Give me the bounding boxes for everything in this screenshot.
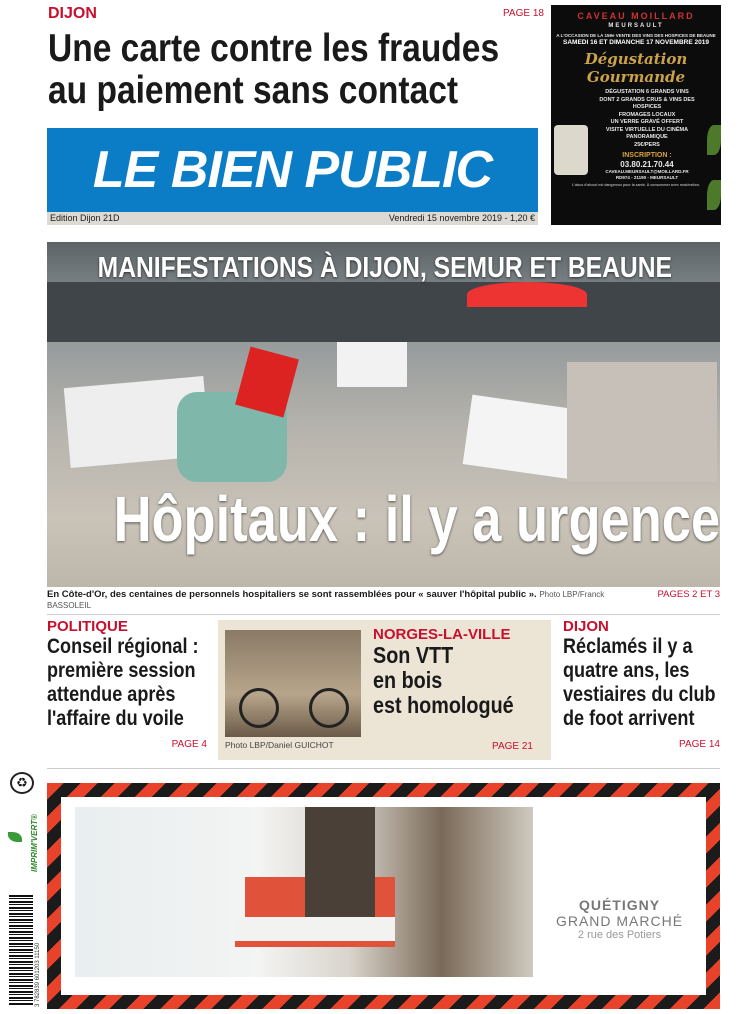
story-page[interactable]: PAGE 14 (679, 739, 720, 750)
ad-occasion: A L'OCCASION DE LA 159e VENTE DES VINS DES HOSPICES DE BEAUNE (556, 33, 716, 38)
headline-line: Une carte contre les fraudes (48, 27, 500, 70)
story-title-line: attendue après (47, 683, 176, 706)
story-kicker: NORGES-LA-VILLE (373, 626, 511, 643)
ad-store: GRAND MARCHÉ (555, 913, 684, 929)
wine-tasting-ad[interactable] (551, 5, 721, 225)
story-vtt[interactable] (218, 620, 551, 760)
hero-pages[interactable]: PAGES 2 ET 3 (657, 589, 720, 600)
hero-title: Hôpitaux : il y a urgence (113, 483, 720, 555)
edition-label: Edition Dijon 21D (50, 213, 120, 223)
ad-line: DÉGUSTATION 6 GRANDS VINS (605, 89, 689, 95)
story-kicker: POLITIQUE (47, 618, 128, 635)
story-title-line: vestiaires du club (563, 683, 716, 706)
story-politique[interactable] (47, 618, 207, 750)
ad-line: VISITE VIRTUELLE DU CINÉMA PANORAMIQUE (605, 126, 689, 140)
story-title-line: l'affaire du voile (47, 707, 184, 730)
ad-inscription: INSCRIPTION : (622, 152, 672, 159)
ad-phone: 03.80.21.70.44 (620, 159, 674, 169)
edition-bar (47, 212, 538, 225)
ad-address: 2 rue des Potiers (577, 929, 662, 941)
leaf-icon (8, 832, 22, 842)
ad-email: CAVEAU.MEURSAULT@MOILLARD.FR (605, 168, 689, 174)
top-headline[interactable] (48, 28, 573, 112)
masthead-logo (47, 128, 538, 212)
ad-line: FROMAGES LOCAUX (618, 111, 676, 118)
story-kicker: DIJON (563, 618, 609, 635)
barcode (9, 895, 33, 1005)
top-kicker: DIJON (48, 5, 97, 22)
date-price: Vendredi 15 novembre 2019 - 1,20 € (388, 213, 535, 223)
hero-caption (47, 589, 720, 611)
hero-overline: MANIFESTATIONS À DIJON, SEMUR ET BEAUNE (97, 252, 672, 284)
masthead-title: LE BIEN PUBLIC (92, 141, 493, 199)
ad-line: UN VERRE GRAVÉ OFFERT (610, 119, 684, 125)
imprim-vert-label: IMPRIM'VERT® (30, 814, 39, 872)
ad-line: DONT 2 GRANDS CRUS & VINS DES HOSPICES (599, 96, 695, 110)
ad-brand: CAVEAU MOILLARD (577, 11, 695, 21)
caption-text: En Côte-d'Or, des centaines de personnels hospitaliers se sont rassemblées pour « sauver l'hôpital public ». (47, 589, 537, 600)
bedroom-image (75, 807, 533, 977)
furniture-ad[interactable] (47, 783, 720, 1009)
photo-credit: Photo LBP/Daniel GUICHOT (225, 740, 334, 750)
photo-credit: Photo LBP/Franck BASSOLEIL (47, 590, 605, 610)
vtt-photo (225, 630, 361, 737)
top-page-ref[interactable]: PAGE 18 (503, 8, 544, 19)
hero-photo[interactable] (47, 242, 720, 587)
recycle-icon: ♻ (10, 772, 34, 794)
ad-event: Dégustation Gourmande (584, 50, 688, 86)
story-title-line: en bois (373, 667, 443, 693)
story-page[interactable]: PAGE 21 (492, 741, 533, 752)
ad-address: RD974 - 21190 - MEURSAULT (615, 174, 679, 180)
story-dijon-foot[interactable] (563, 618, 720, 750)
ad-dates: SAMEDI 16 ET DIMANCHE 17 NOVEMBRE 2019 (563, 39, 709, 46)
story-title-line: de foot arrivent (563, 707, 695, 730)
barcode-number: 3 782839 601203 11150 (35, 942, 41, 1007)
story-title-line: première session (47, 659, 196, 682)
ad-place: MEURSAULT (608, 23, 664, 29)
story-title-line: quatre ans, les (563, 659, 690, 682)
story-title-line: est homologué (373, 692, 514, 718)
story-title-line: Réclamés il y a (563, 635, 693, 658)
story-page[interactable]: PAGE 4 (171, 739, 207, 750)
headline-line: au paiement sans contact (48, 69, 459, 112)
story-title-line: Son VTT (373, 642, 454, 668)
story-title-line: Conseil régional : (47, 635, 199, 658)
ad-legal: L'abus d'alcool est dangereux pour la santé. À consommer avec modération. (572, 182, 700, 187)
ad-line: 25€/PERS (634, 141, 660, 148)
ad-city: QUÉTIGNY (578, 897, 661, 913)
